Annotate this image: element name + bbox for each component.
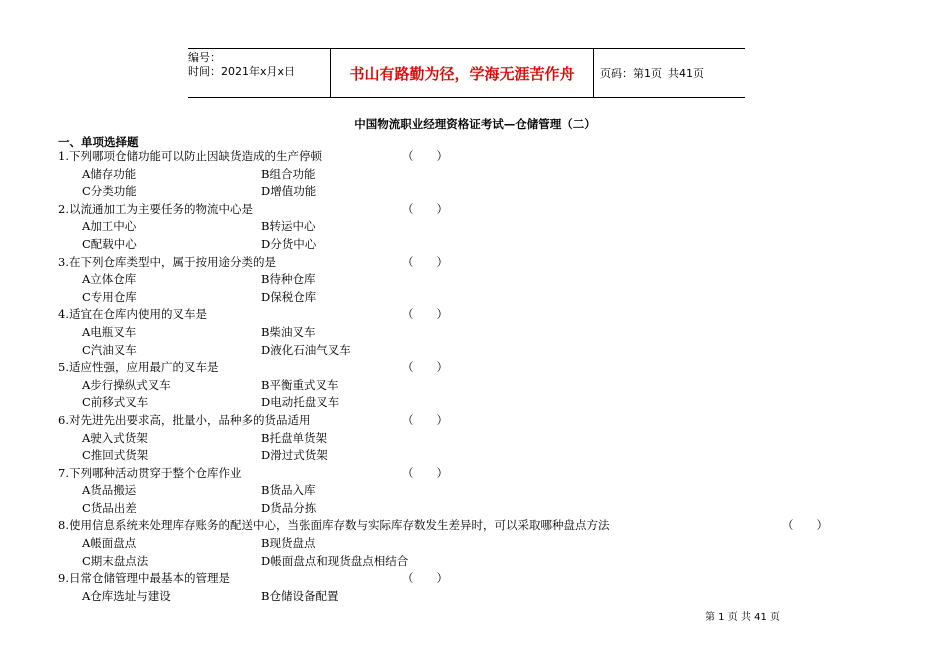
question-text: 2.以流通加工为主要任务的物流中心是	[58, 201, 253, 216]
answer-blank: （ ）	[402, 307, 448, 322]
answer-option: D货品分拣	[261, 500, 317, 515]
answer-option: A步行操纵式叉车	[82, 377, 171, 392]
option-row	[0, 342, 950, 360]
answer-option: B平衡重式叉车	[261, 377, 339, 392]
header-motto: 书山有路勤为径，学海无涯苦作舟	[330, 49, 594, 97]
question-row	[0, 517, 950, 535]
header-total-label: 共41页	[668, 67, 704, 80]
question-text: 3.在下列仓库类型中，属于按用途分类的是	[58, 254, 276, 269]
answer-option: B仓储设备配置	[261, 588, 339, 603]
section-heading: 一、单项选择题	[58, 135, 139, 149]
option-row	[0, 430, 950, 448]
question-text: 1.下列哪项仓储功能可以防止因缺货造成的生产停顿	[58, 149, 322, 163]
question-row	[0, 201, 950, 219]
answer-blank: （ ）	[402, 571, 448, 586]
answer-option: B现货盘点	[261, 536, 316, 551]
header-table	[188, 48, 745, 98]
answer-option: C期末盘点法	[82, 553, 149, 568]
answer-option: D分货中心	[261, 236, 317, 251]
question-text: 5.适应性强，应用最广的叉车是	[58, 360, 219, 375]
answer-option: A加工中心	[82, 219, 137, 234]
question-text: 4.适宜在仓库内使用的叉车是	[58, 307, 207, 322]
answer-option: A储存功能	[82, 166, 137, 181]
answer-blank: （ ）	[402, 360, 448, 375]
document-time-label: 时间：2021年x月x日	[188, 65, 296, 78]
answer-option: A驶入式货架	[82, 430, 148, 445]
option-row	[0, 166, 950, 184]
answer-blank: （ ）	[402, 465, 448, 480]
answer-option: A立体仓库	[82, 272, 137, 287]
option-row	[0, 588, 950, 606]
question-row	[0, 306, 950, 324]
option-row	[0, 324, 950, 342]
question-row	[0, 148, 950, 166]
answer-option: D帳面盘点和现货盘点相结合	[261, 553, 409, 568]
page-footer: 第 1 页 共 41 页	[705, 612, 780, 623]
header-info-cell	[188, 49, 330, 97]
answer-option: C货品出差	[82, 500, 137, 515]
answer-option: C分类功能	[82, 184, 137, 199]
answer-option: B货品入库	[261, 483, 316, 498]
answer-option: C配载中心	[82, 236, 137, 251]
question-text: 7.下列哪种活动贯穿于整个仓库作业	[58, 465, 242, 480]
question-row	[0, 412, 950, 430]
answer-blank: （ ）	[402, 254, 448, 269]
option-row	[0, 271, 950, 289]
answer-blank: （ ）	[402, 149, 448, 163]
question-text: 9.日常仓储管理中最基本的管理是	[58, 571, 230, 586]
question-text: 8.使用信息系统来处理库存账务的配送中心，当张面库存数与实际库存数发生差异时，可以采取哪种盘点方法	[58, 518, 610, 533]
option-row	[0, 236, 950, 254]
answer-option: D增值功能	[261, 184, 317, 199]
answer-option: B组合功能	[261, 166, 316, 181]
answer-blank: （ ）	[782, 518, 828, 533]
option-row	[0, 553, 950, 571]
answer-blank: （ ）	[402, 201, 448, 216]
answer-option: B转运中心	[261, 219, 316, 234]
answer-option: C前移式叉车	[82, 395, 149, 410]
option-row	[0, 447, 950, 465]
option-row	[0, 500, 950, 518]
answer-option: A电瓶叉车	[82, 324, 137, 339]
document-number-label: 编号：	[188, 51, 221, 64]
option-row	[0, 289, 950, 307]
answer-option: C推回式货架	[82, 448, 149, 463]
question-row	[0, 254, 950, 272]
answer-option: D滑过式货架	[261, 448, 328, 463]
question-row	[0, 465, 950, 483]
answer-option: B柴油叉车	[261, 324, 316, 339]
header-page-label: 页码：第1页	[600, 67, 662, 80]
answer-blank: （ ）	[402, 412, 448, 427]
answer-option: D液化石油气叉车	[261, 342, 351, 357]
answer-option: D电动托盘叉车	[261, 395, 340, 410]
answer-option: B托盘单货架	[261, 430, 327, 445]
option-row	[0, 218, 950, 236]
answer-option: A仓库选址与建设	[82, 588, 171, 603]
question-list	[0, 148, 950, 605]
answer-option: B待种仓库	[261, 272, 316, 287]
question-row	[0, 570, 950, 588]
option-row	[0, 535, 950, 553]
answer-option: D保税仓库	[261, 289, 317, 304]
answer-option: A帳面盘点	[82, 536, 137, 551]
option-row	[0, 394, 950, 412]
answer-option: C汽油叉车	[82, 342, 137, 357]
answer-option: C专用仓库	[82, 289, 137, 304]
option-row	[0, 183, 950, 201]
question-row	[0, 359, 950, 377]
document-title: 中国物流职业经理资格证考试—仓储管理（二）	[354, 117, 596, 131]
answer-option: A货品搬运	[82, 483, 137, 498]
option-row	[0, 482, 950, 500]
header-page-cell	[594, 49, 745, 97]
option-row	[0, 377, 950, 395]
question-text: 6.对先进先出要求高，批量小，品种多的货品适用	[58, 412, 311, 427]
